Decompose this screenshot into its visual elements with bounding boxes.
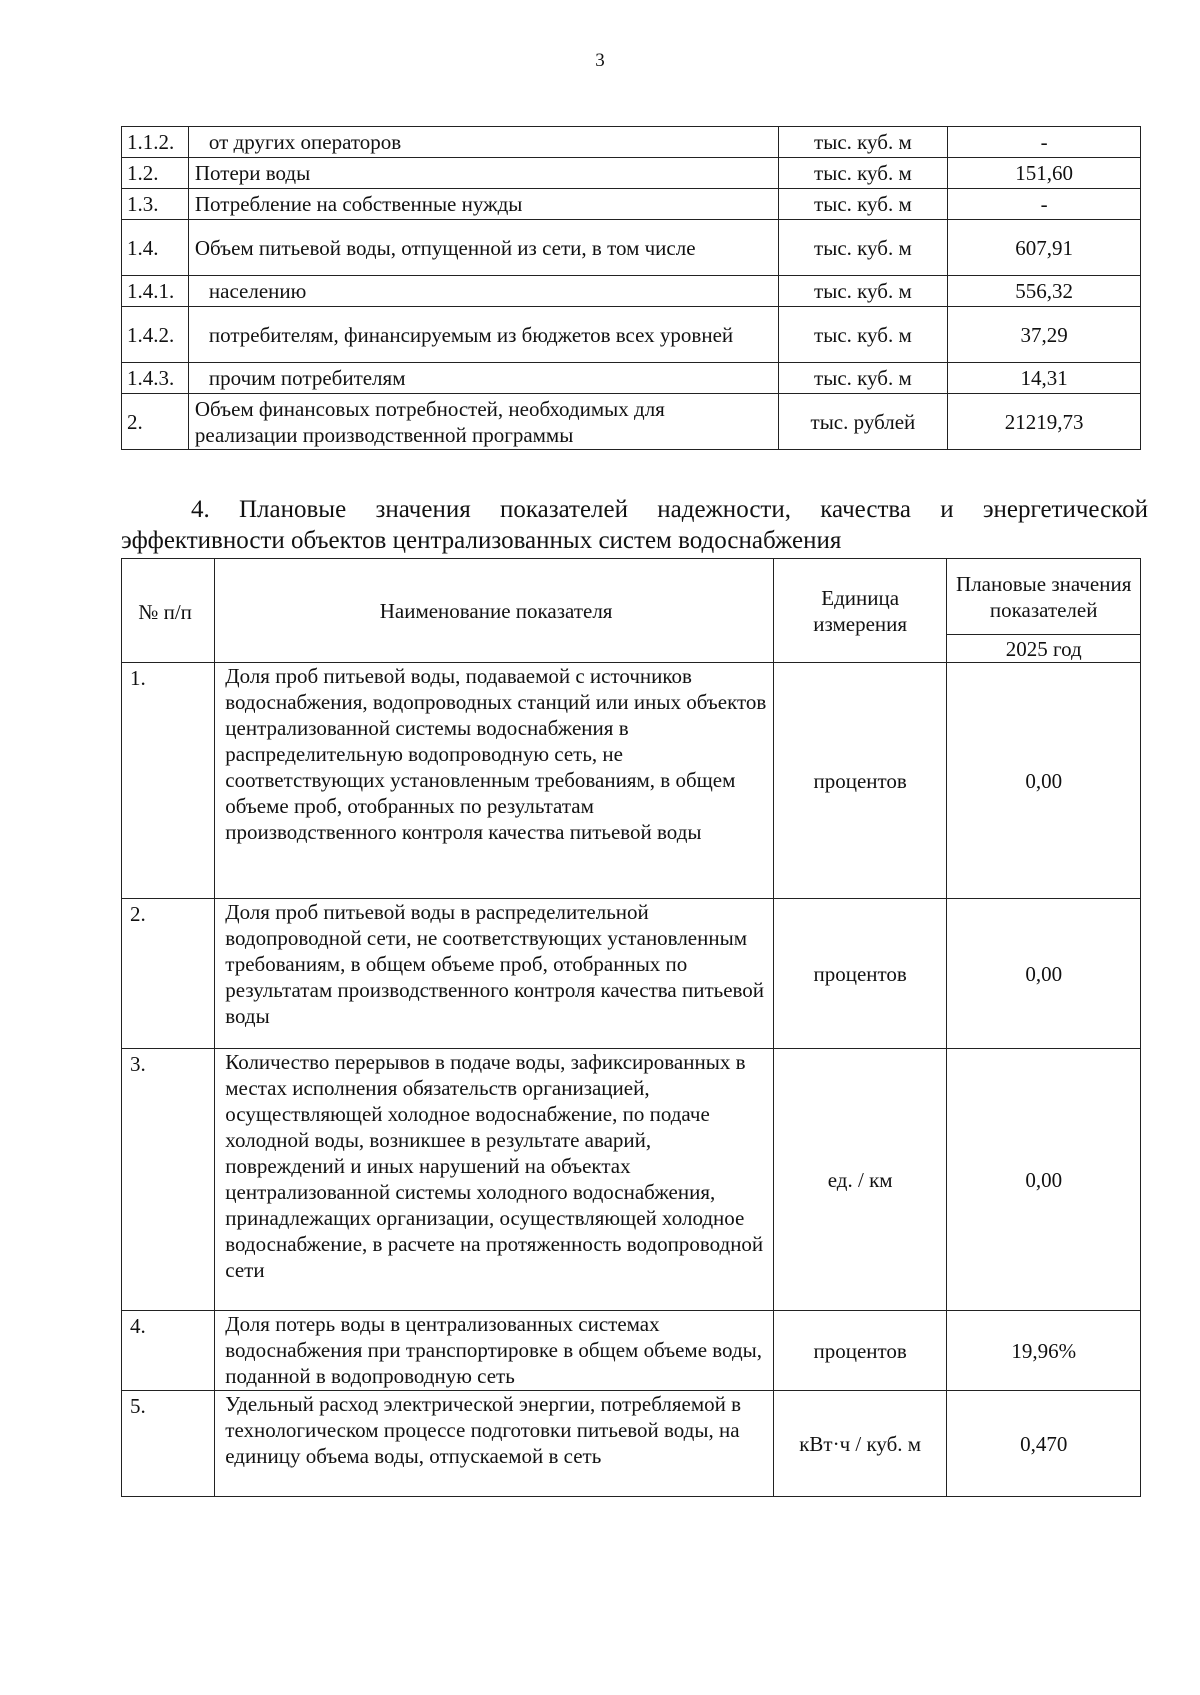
table-row [122, 1391, 1141, 1497]
row-name: Потери воды [188, 158, 778, 189]
section-number: 4. [191, 496, 210, 523]
row-unit: тыс. куб. м [778, 127, 948, 158]
row-number: 1.4.2. [122, 307, 189, 363]
row-number: 1.4.3. [122, 363, 189, 394]
row-unit: процентов [773, 1311, 947, 1391]
row-number: 5. [122, 1391, 215, 1497]
row-name: прочим потребителям [188, 363, 778, 394]
row-value: 21219,73 [948, 394, 1141, 450]
row-name: Удельный расход электрической энергии, потребляемой в технологическом процессе подготовки питьевой воды, на единицу объема воды, отпускаемой в сеть [215, 1391, 774, 1497]
row-unit: тыс. куб. м [778, 158, 948, 189]
indicators-table [121, 558, 1141, 1497]
table-row [122, 127, 1141, 158]
row-unit: кВт·ч / куб. м [773, 1391, 947, 1497]
row-value: 151,60 [948, 158, 1141, 189]
row-unit: тыс. куб. м [778, 189, 948, 220]
row-name: населению [188, 276, 778, 307]
row-unit: процентов [773, 663, 947, 899]
table-row [122, 394, 1141, 450]
table-row [122, 1311, 1141, 1391]
table-row [122, 1049, 1141, 1311]
row-number: 1.3. [122, 189, 189, 220]
row-name: Доля потерь воды в централизованных системах водоснабжения при транспортировке в общем объеме воды, поданной в водопроводную сеть [215, 1311, 774, 1391]
row-value: 607,91 [948, 220, 1141, 276]
table-row [122, 899, 1141, 1049]
row-number: 4. [122, 1311, 215, 1391]
header-planned: Плановые значения показателей [947, 559, 1141, 635]
row-number: 1.4.1. [122, 276, 189, 307]
row-name: Количество перерывов в подаче воды, зафиксированных в местах исполнения обязательств организацией, осуществляющей холодное водоснабжение, по подаче холодной воды, возникшее в результате аварий, повреждений и иных нарушений на объектах централизованной системы холодного водоснабжения, принадлежащих организации, осуществляющей холодное водоснабжение, в расчете на протяженность водопроводной сети [215, 1049, 774, 1311]
header-num: № п/п [122, 559, 215, 663]
table-row [122, 158, 1141, 189]
row-name: Объем питьевой воды, отпущенной из сети, в том числе [188, 220, 778, 276]
row-unit: тыс. куб. м [778, 220, 948, 276]
table-row [122, 663, 1141, 899]
row-name: от других операторов [188, 127, 778, 158]
row-value: 14,31 [948, 363, 1141, 394]
header-unit: Единица измерения [773, 559, 947, 663]
table-row [122, 220, 1141, 276]
row-value: - [948, 127, 1141, 158]
header-year: 2025 год [947, 635, 1141, 663]
row-name: потребителям, финансируемым из бюджетов всех уровней [188, 307, 778, 363]
row-value: - [948, 189, 1141, 220]
row-unit: тыс. куб. м [778, 307, 948, 363]
section-title: Плановые значения показателей надежности, качества и энергетической эффективности объектов централизованных систем водоснабжения [121, 496, 1148, 554]
row-number: 1.1.2. [122, 127, 189, 158]
section-heading [121, 494, 1148, 556]
row-name: Потребление на собственные нужды [188, 189, 778, 220]
row-number: 2. [122, 899, 215, 1049]
row-unit: процентов [773, 899, 947, 1049]
row-name: Доля проб питьевой воды, подаваемой с источников водоснабжения, водопроводных станций или иных объектов централизованной системы водоснабжения в распределительную водопроводную сеть, не соответствующих установленным требованиям, в общем объеме проб, отобранных по результатам производственного контроля качества питьевой воды [215, 663, 774, 899]
row-name: Объем финансовых потребностей, необходимых для реализации производственной программы [188, 394, 778, 450]
page-number: 3 [595, 50, 605, 71]
row-value: 0,00 [947, 899, 1141, 1049]
table-header-row [122, 559, 1141, 635]
row-unit: ед. / км [773, 1049, 947, 1311]
production-program-table [121, 126, 1141, 450]
row-unit: тыс. куб. м [778, 363, 948, 394]
row-number: 2. [122, 394, 189, 450]
row-number: 1.4. [122, 220, 189, 276]
table-row [122, 363, 1141, 394]
row-number: 1.2. [122, 158, 189, 189]
row-value: 19,96% [947, 1311, 1141, 1391]
row-name: Доля проб питьевой воды в распределительной водопроводной сети, не соответствующих установленным требованиям, в общем объеме проб, отобранных по результатам производственного контроля качества питьевой воды [215, 899, 774, 1049]
row-value: 556,32 [948, 276, 1141, 307]
row-unit: тыс. куб. м [778, 276, 948, 307]
header-name: Наименование показателя [215, 559, 774, 663]
row-number: 1. [122, 663, 215, 899]
row-value: 37,29 [948, 307, 1141, 363]
table-row [122, 189, 1141, 220]
row-value: 0,00 [947, 663, 1141, 899]
table-row [122, 307, 1141, 363]
table-row [122, 276, 1141, 307]
row-value: 0,470 [947, 1391, 1141, 1497]
row-unit: тыс. рублей [778, 394, 948, 450]
row-number: 3. [122, 1049, 215, 1311]
row-value: 0,00 [947, 1049, 1141, 1311]
